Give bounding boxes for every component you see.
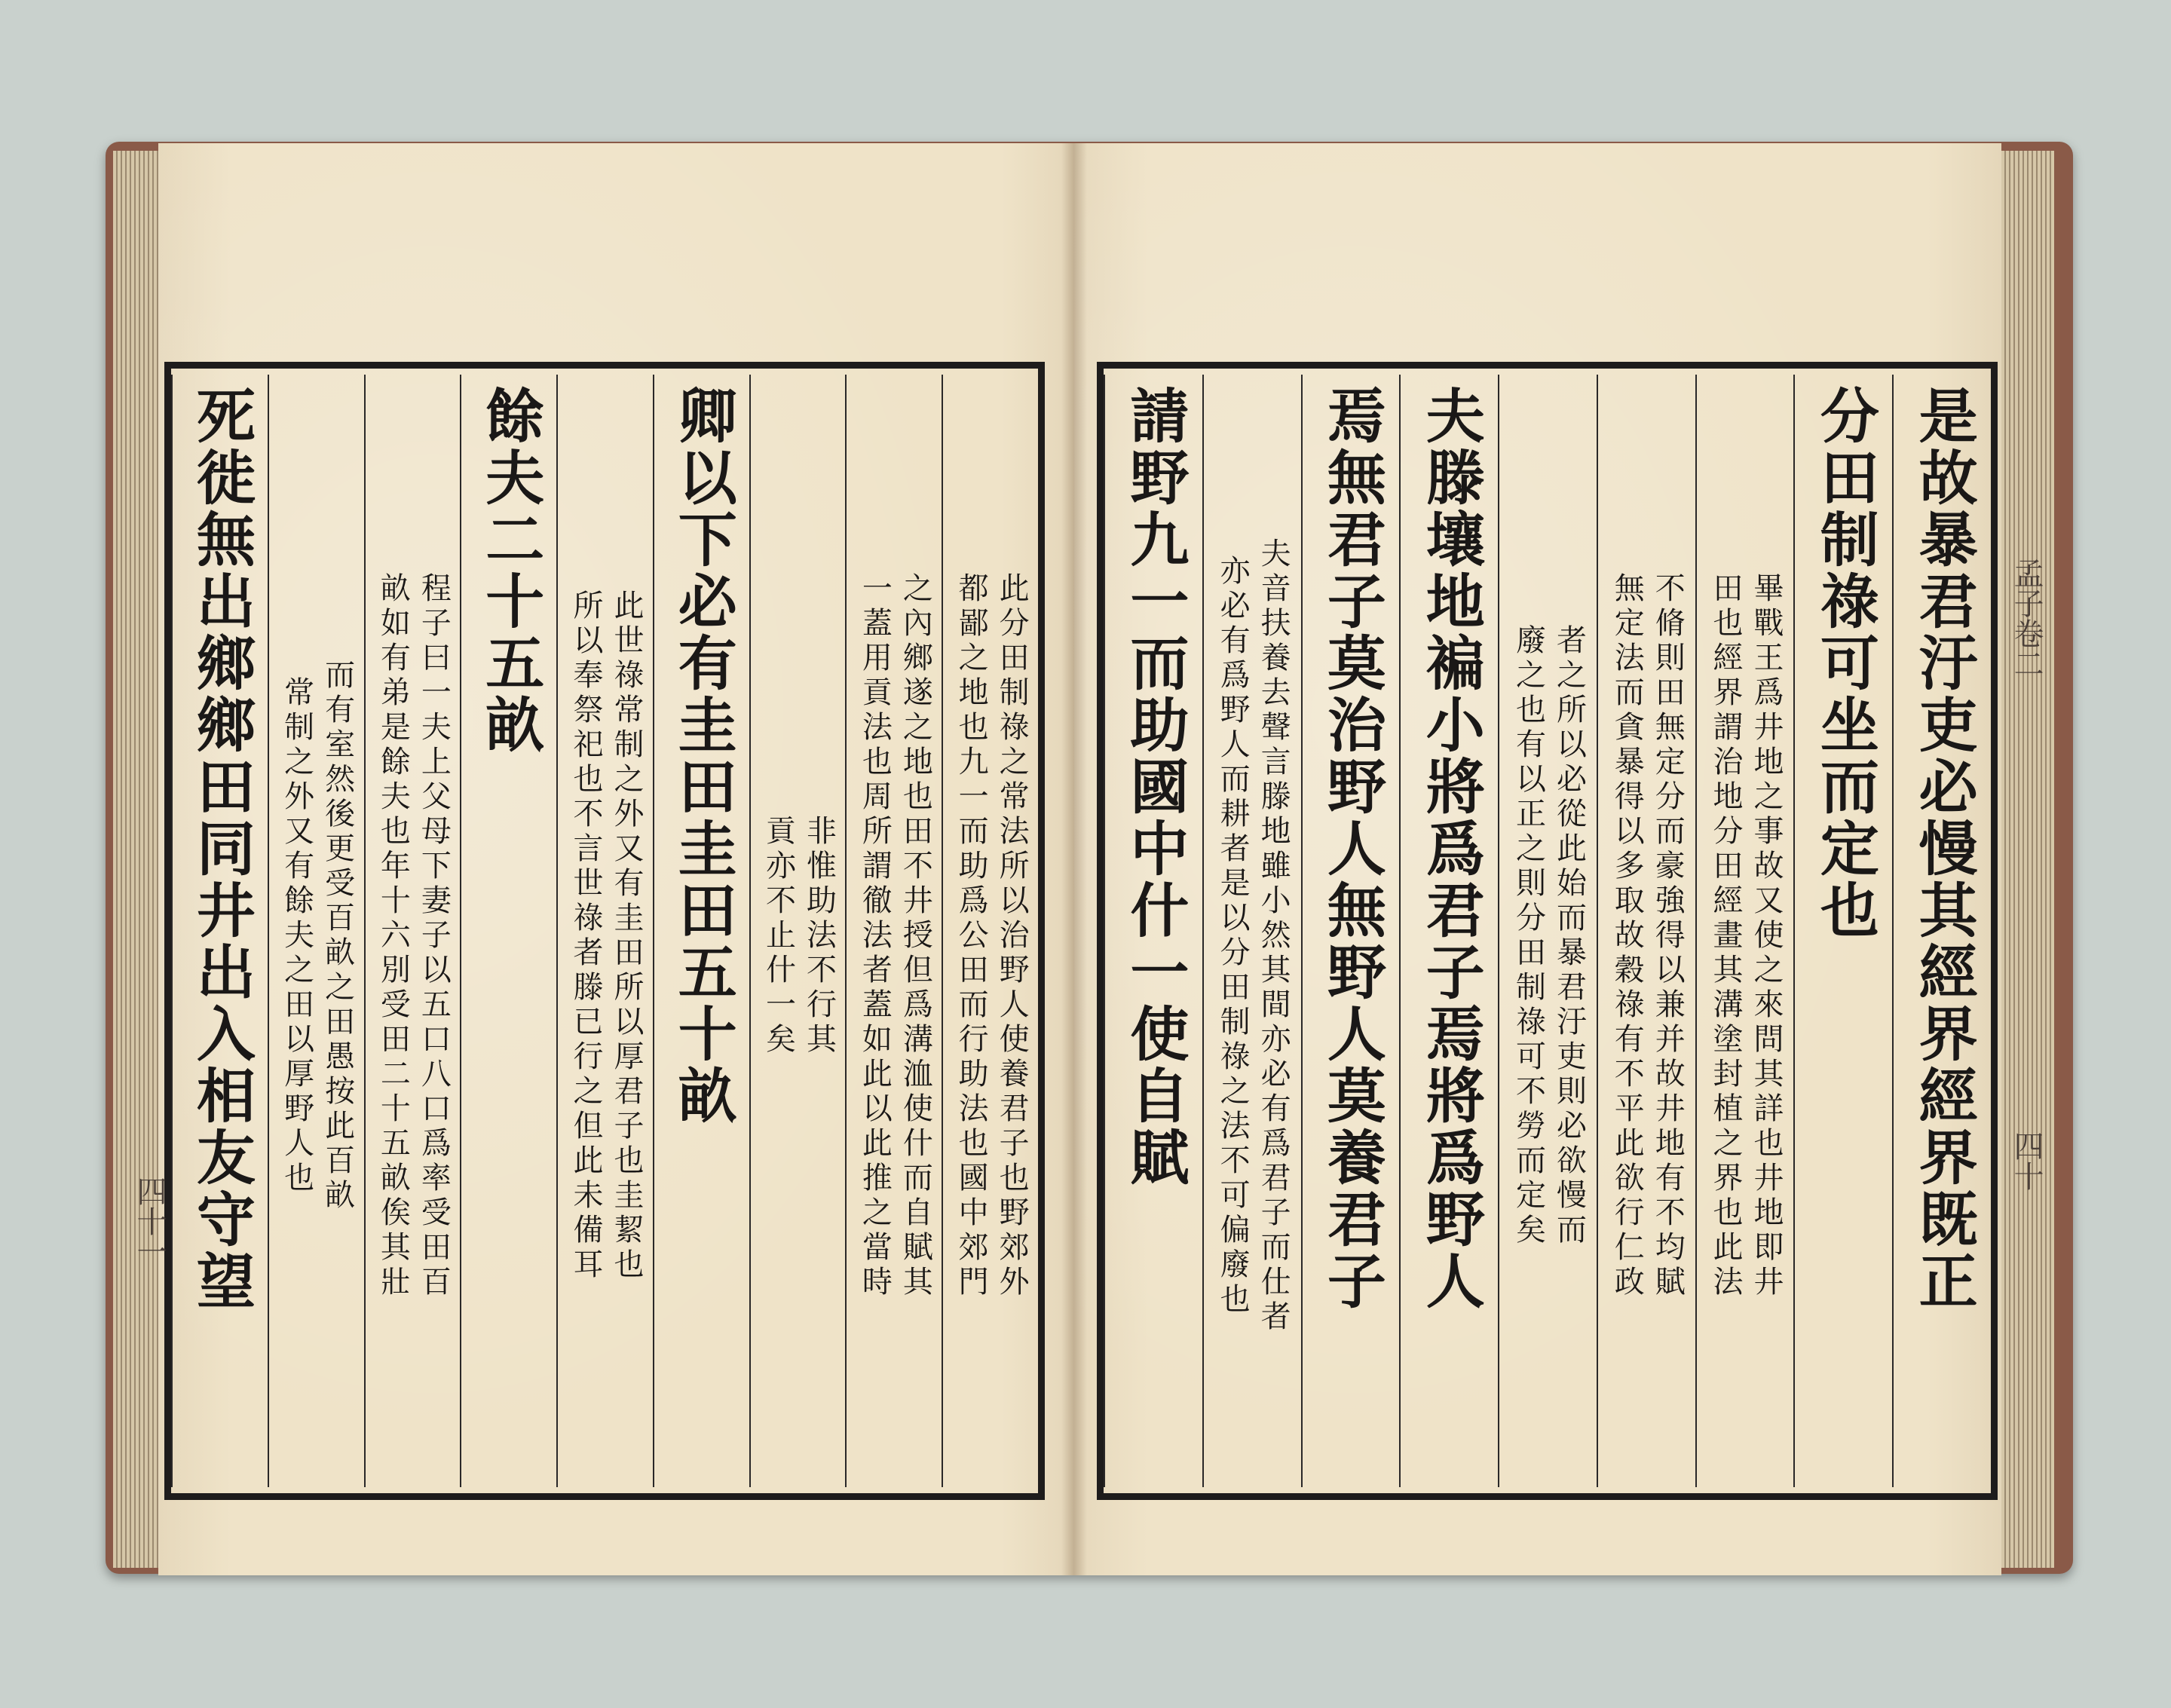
left-commentary-line: 一蓋用貢法也周所謂徹法者蓋如此以此推之當時 bbox=[857, 572, 893, 1300]
right-main-text: 夫滕壤地褊小將爲君子焉將爲野人 bbox=[1416, 385, 1485, 1312]
right-margin-label: 孟子卷二 bbox=[2009, 558, 2044, 678]
right-page-number: 四十 bbox=[2009, 1131, 2044, 1191]
left-main-text: 卿以下必有圭田圭田五十畝 bbox=[668, 385, 737, 1127]
right-column-4 bbox=[1597, 375, 1697, 1487]
right-commentary-line: 亦必有爲野人而耕者是以分田制祿之法不可偏廢也 bbox=[1215, 555, 1251, 1318]
left-column-8 bbox=[268, 375, 366, 1487]
right-commentary-line: 田也經界謂治地分田經畫其溝塗封植之界也此法 bbox=[1708, 572, 1744, 1300]
right-main-text: 是故暴君汙吏必慢其經界經界既正 bbox=[1909, 385, 1978, 1312]
left-commentary-line: 此世祿常制之外又有圭田所以厚君子也圭絜也 bbox=[608, 589, 644, 1283]
right-commentary-line: 不脩則田無定分而豪強得以兼并故井地有不均賦 bbox=[1650, 572, 1686, 1300]
right-page-text-frame bbox=[1097, 362, 1998, 1500]
right-main-text: 請野九一而助國中什一使自賦 bbox=[1120, 385, 1190, 1189]
left-main-text: 死徙無出鄉鄉田同井出入相友守望 bbox=[186, 385, 256, 1312]
left-column-5 bbox=[556, 375, 654, 1487]
right-column-1 bbox=[1892, 375, 1992, 1487]
left-column-7 bbox=[364, 375, 462, 1487]
right-commentary-line: 廢之也有以正之則分田制祿可不勞而定矣 bbox=[1511, 624, 1546, 1248]
right-column-6 bbox=[1399, 375, 1499, 1487]
right-commentary-line: 無定法而貪暴得以多取故穀祿有不平此欲行仁政 bbox=[1609, 572, 1645, 1300]
left-column-6 bbox=[460, 375, 558, 1487]
left-commentary-line: 之內鄉遂之地也田不井授但爲溝洫使什而自賦其 bbox=[898, 572, 933, 1300]
right-commentary-line: 畢戰王爲井地之事故又使之來問其詳也井地即井 bbox=[1749, 572, 1784, 1300]
left-commentary-line: 都鄙之地也九一而助爲公田而行助法也國中郊門 bbox=[954, 572, 989, 1300]
right-column-7 bbox=[1301, 375, 1401, 1487]
left-commentary-line: 常制之外又有餘夫之田以厚野人也 bbox=[279, 676, 314, 1196]
left-column-9 bbox=[171, 375, 269, 1487]
left-column-4 bbox=[653, 375, 751, 1487]
left-commentary-line: 貢亦不止什一矣 bbox=[761, 815, 796, 1058]
book-spine bbox=[1061, 143, 1087, 1575]
right-column-3 bbox=[1695, 375, 1796, 1487]
left-main-text: 餘夫二十五畝 bbox=[476, 385, 545, 756]
left-commentary-line: 畝如有弟是餘夫也年十六別受田二十五畝俟其壯 bbox=[375, 572, 411, 1300]
right-column-9 bbox=[1104, 375, 1204, 1487]
page-edges-right bbox=[2001, 151, 2054, 1568]
left-column-3 bbox=[749, 375, 847, 1487]
right-commentary-line: 夫音扶養去聲言滕地雖小然其間亦必有爲君子而仕者 bbox=[1256, 537, 1291, 1335]
right-main-text: 分田制祿可坐而定也 bbox=[1810, 385, 1879, 941]
right-column-5 bbox=[1498, 375, 1598, 1487]
left-commentary-line: 此分田制祿之常法所以治野人使養君子也野郊外 bbox=[994, 572, 1030, 1300]
left-commentary-line: 而有室然後更受百畝之田愚按此百畝 bbox=[320, 659, 355, 1214]
left-margin-label: 四十一 bbox=[132, 1176, 167, 1266]
left-commentary-line: 所以奉祭祀也不言世祿者滕已行之但此未備耳 bbox=[568, 589, 603, 1283]
right-column-8 bbox=[1202, 375, 1303, 1487]
left-commentary-line: 程子曰一夫上父母下妻子以五口八口爲率受田百 bbox=[416, 572, 452, 1300]
left-commentary-line: 非惟助法不行其 bbox=[801, 815, 837, 1058]
right-column-2 bbox=[1793, 375, 1894, 1487]
left-column-1 bbox=[942, 375, 1040, 1487]
left-page-text-frame bbox=[164, 362, 1045, 1500]
left-column-2 bbox=[845, 375, 943, 1487]
right-commentary-line: 者之所以必從此始而暴君汙吏則必欲慢而 bbox=[1551, 624, 1587, 1248]
right-main-text: 焉無君子莫治野人無野人莫養君子 bbox=[1317, 385, 1386, 1312]
